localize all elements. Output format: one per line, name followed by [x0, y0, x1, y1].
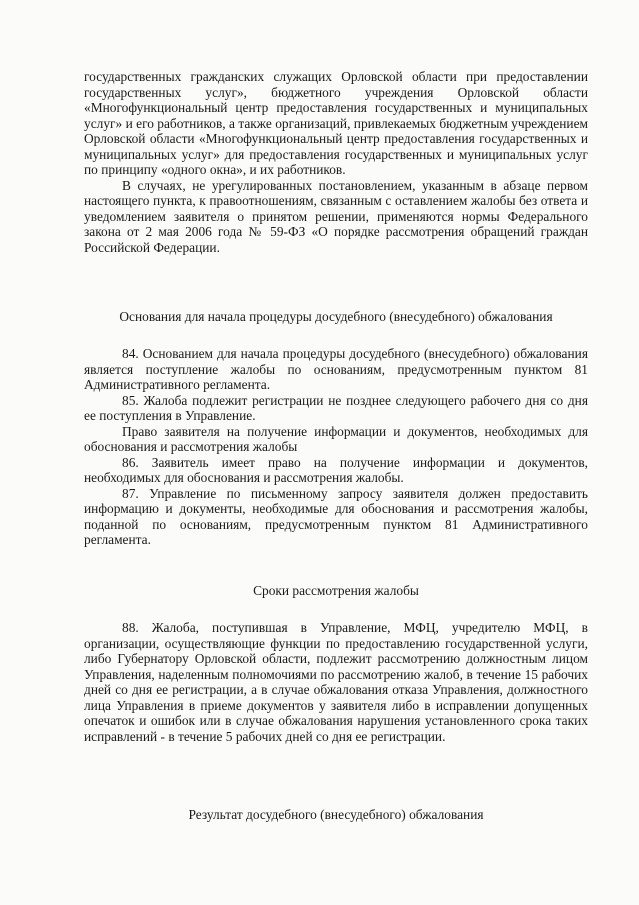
paragraph-85: 85. Жалоба подлежит регистрации не позднее следующего рабочего дня со дня ее поступления в Управление. [84, 392, 588, 423]
section-heading-grounds: Основания для начала процедуры досудебного (внесудебного) обжалования [119, 309, 553, 324]
grounds-text [84, 346, 588, 548]
section-heading-result: Результат досудебного (внесудебного) обжалования [188, 807, 484, 822]
intro-text [84, 69, 588, 255]
section-heading-terms: Сроки рассмотрения жалобы [253, 583, 419, 598]
terms-text [84, 620, 588, 744]
paragraph: государственных гражданских служащих Орловской области при предоставлении государственных услуг», бюджетного учреждения Орловской области «Многофункциональный центр предоставления государственных и муниципальных услуг» и его работников, а также организаций, привлекаемых бюджетным учреждением Орловской области «Многофункциональный центр предоставления государственных и муниципальных услуг» для предоставления государственных и муниципальных услуг по принципу «одного окна», и их работников. [84, 69, 588, 177]
paragraph-86: 86. Заявитель имеет право на получение информации и документов, необходимых для обоснования и рассмотрения жалобы. [84, 454, 588, 485]
subheading-rights: Право заявителя на получение информации и документов, необходимых для обоснования и рассмотрения жалобы [84, 423, 588, 454]
paragraph-84: 84. Основанием для начала процедуры досудебного (внесудебного) обжалования является поступление жалобы по основаниям, предусмотренным пунктом 81 Административного регламента. [84, 346, 588, 392]
paragraph: В случаях, не урегулированных постановлением, указанным в абзаце первом настоящего пункта, к правоотношениям, связанным с оставлением жалобы без ответа и уведомлением заявителя о принятом решении, применяются нормы Федерального закона от 2 мая 2006 года № 59-ФЗ «О порядке рассмотрения обращений граждан Российской Федерации. [84, 177, 588, 255]
paragraph-88: 88. Жалоба, поступившая в Управление, МФЦ, учредителю МФЦ, в организации, осуществляющие функции по предоставлению государственной услуги, либо Губернатору Орловской области, подлежит рассмотрению должностным лицом Управления, наделенным полномочиями по рассмотрению жалоб, в течение 15 рабочих дней со дня ее регистрации, а в случае обжалования отказа Управления, должностного лица Управления в приеме документов у заявителя либо в исправлении допущенных опечаток и ошибок или в случае обжалования нарушения установленного срока таких исправлений - в течение 5 рабочих дней со дня ее регистрации. [84, 620, 588, 744]
paragraph-87: 87. Управление по письменному запросу заявителя должен предоставить информацию и документы, необходимые для обоснования и рассмотрения жалобы, поданной по основаниям, предусмотренным пунктом 81 Административного регламента. [84, 485, 588, 547]
